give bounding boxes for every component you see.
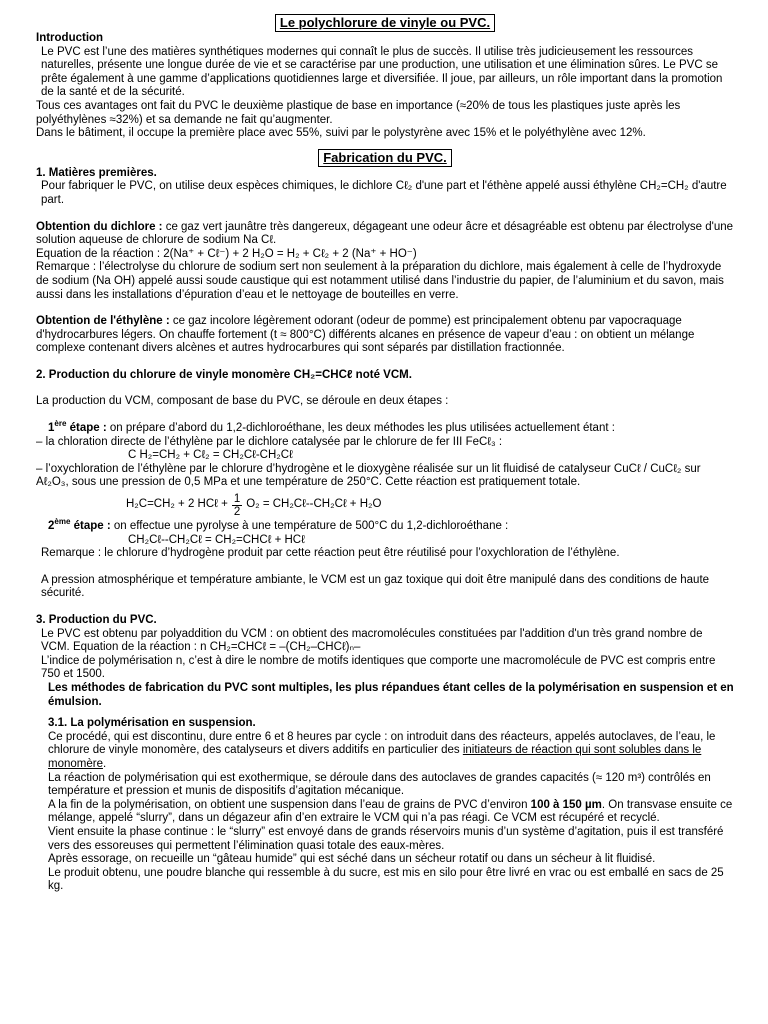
fraction-numerator: 1 (233, 492, 241, 505)
section-2-intro: La production du VCM, composant de base du PVC, se déroule en deux étapes : (36, 395, 449, 408)
subsection-3-1-heading: 3.1. La polymérisation en suspension. (48, 717, 256, 730)
ethylene-paragraph (36, 315, 734, 356)
etape-1-sup: ère (54, 419, 67, 429)
intro-paragraph-1: Le PVC est l’une des matières synthétiques modernes qui connaît le plus de succès. Il utilise très judicieusement les ressources naturelles, présente une longue durée de vie et se caractérise par une production, une utilisation et une élimination sûres. Le PVC se prête également à une gamme d’applications quotidiennes large et diversifiée. Il joue, par ailleurs, un rôle important dans la promotion de la santé et de la sécurité. (41, 45, 723, 99)
dichlore-equation: Equation de la réaction : 2(Na⁺ + Cℓ⁻) + 2 H₂O = H₂ + Cℓ₂ + 2 (Na⁺ + HO⁻) (36, 247, 417, 260)
chloration-text: – la chloration directe de l’éthylène par le dichlore catalysée par le chlorure de fer III FeCℓ₃ : (36, 435, 503, 448)
ethylene-label: Obtention de l'éthylène : (36, 315, 170, 328)
suspension-paragraph-2: La réaction de polymérisation qui est exothermique, se déroule dans des autoclaves de grandes capacités (≈ 120 m³) contrôlés en température et pression et munis de dispositifs d’agitation mécanique. (48, 771, 711, 798)
suspension-paragraph-6: Le produit obtenu, une poudre blanche qui ressemble à du sucre, est mis en silo pour être livré en vrac ou est emballé en sacs de 25 kg. (48, 866, 724, 893)
section-2-pression: A pression atmosphérique et température ambiante, le VCM est un gaz toxique qui doit être manipulé dans des conditions de haute sécurité. (41, 573, 710, 600)
suspension-paragraph-1 (36, 731, 734, 772)
fraction-denominator: 2 (233, 505, 241, 518)
suspension-paragraph-4: Vient ensuite la phase continue : le “slurry” est envoyé dans de grands réservoirs munis d’un système d’agitation, puis il est transféré vers des essoreuses qui permettent l’élimination quasi totale des eaux-mères. (48, 825, 724, 852)
equation-oxychloration (36, 490, 734, 520)
etape-1 (36, 419, 734, 436)
oxychloration-text: – l’oxychloration de l’éthylène par le chlorure d’hydrogène et le dioxygène réalisée sur un lit fluidisé de catalyseur CuCℓ / CuCℓ₂ sur Aℓ₂O₃, sous une pression de 0,5 MPa et une température de 250°C. Cette réaction est pratiquement totale. (36, 462, 701, 489)
section-2-remarque: Remarque : le chlorure d’hydrogène produit par cette réaction peut être réutilisé pour l’oxychloration de l’éthylène. (41, 547, 620, 560)
intro-paragraph-2: Tous ces avantages ont fait du PVC le deuxième plastique de base en importance (≈20% de tous les plastiques juste après les polyéthylènes ≈32%) et sa demande ne fait qu’augmenter. (36, 99, 681, 126)
dichlore-label: Obtention du dichlore : (36, 220, 163, 233)
suspension-p1-text: Ce procédé, qui est discontinu, dure entre 6 et 8 heures par cycle : on introduit dans des réacteurs, appelés autoclaves, de l’eau, le chlorure de vinyle monomère, des catalyseurs et divers additifs en particulier des (48, 730, 716, 757)
etape-2-text: on effectue une pyrolyse à une température de 500°C du 1,2-dichloroéthane : (110, 520, 509, 533)
suspension-paragraph-5: Après essorage, on recueille un “gâteau humide” qui est séché dans un sécheur rotatif ou dans un sécheur à lit fluidisé. (48, 853, 656, 866)
etape-1-number: 1 (48, 422, 55, 435)
fraction-one-half (232, 493, 242, 518)
suspension-p3-a: A la fin de la polymérisation, on obtient une suspension dans l’eau de grains de PVC d’environ (48, 798, 531, 811)
etape-2 (36, 517, 734, 534)
section-title-fabrication: Fabrication du PVC. (318, 149, 452, 167)
suspension-p1-end: . (102, 757, 107, 770)
equation-chloration: C H₂=CH₂ + Cℓ₂ = CH₂Cℓ-CH₂Cℓ (128, 449, 293, 462)
section-3-paragraph-2: L’indice de polymérisation n, c’est à dire le nombre de motifs identiques que comporte une macromolécule de PVC est compris entre 750 et 1500. (41, 654, 716, 681)
suspension-paragraph-3 (36, 799, 734, 826)
etape-1-label: étape : (66, 422, 107, 435)
etape-2-sup: ème (54, 517, 71, 527)
suspension-p3-size: 100 à 150 µm (530, 798, 602, 811)
suspension-p3-c: . On transvase ensuite ce mélange, appelé “slurry”, dans un dégazeur afin d’en extraire le VCM qui n’a pas réagi. Ce VCM est récupéré et recyclé. (48, 798, 733, 825)
dichlore-text: ce gaz vert jaunâtre très dangereux, dégageant une odeur âcre et désagréable est obtenu par électrolyse d'une solution aqueuse de chlorure de sodium Na Cℓ. (36, 220, 734, 247)
section-2-heading: 2. Production du chlorure de vinyle monomère CH₂=CHCℓ noté VCM. (36, 368, 412, 381)
section-1-heading: 1. Matières premières. (36, 166, 157, 179)
eq2-right: O₂ = CH₂Cℓ--CH₂Cℓ + H₂O (246, 498, 382, 511)
dichlore-remarque: Remarque : l’électrolyse du chlorure de sodium sert non seulement à la préparation du dichlore, mais également à celle de l’hydroxyde de sodium (Na OH) appelé aussi soude caustique qui est notamment utilisé dans l’industrie du papier, de l’aluminium et du savon, mais aussi dans les installations d’épuration d’eau et le nettoyage de bouteilles en verre. (36, 261, 724, 301)
dichlore-paragraph (36, 221, 734, 248)
section-3-methods: Les méthodes de fabrication du PVC sont multiples, les plus répandues étant celles de la polymérisation en suspension et en émulsion. (48, 681, 734, 708)
section-1-paragraph: Pour fabriquer le PVC, on utilise deux espèces chimiques, le dichlore Cℓ₂ d'une part et l'éthène appelé aussi éthylène CH₂=CH₂ d'autre part. (41, 180, 727, 206)
section-3-paragraph-1: Le PVC est obtenu par polyaddition du VCM : on obtient des macromolécules constituées par l'addition d'un très grand nombre de VCM. Equation de la réaction : n CH₂=CHCℓ = –(CH₂–CHCℓ)ₙ– (41, 627, 703, 654)
suspension-p1-underlined: initiateurs de réaction qui sont solubles dans le monomère (48, 744, 702, 770)
etape-2-label: étape : (70, 520, 111, 533)
eq2-left: H₂C=CH₂ + 2 HCℓ + (126, 498, 228, 511)
intro-heading: Introduction (36, 32, 104, 44)
etape-2-number: 2 (48, 520, 55, 533)
etape-1-text: on prépare d’abord du 1,2-dichloroéthane, les deux méthodes les plus utilisées actuellement étant : (106, 422, 615, 435)
section-3-heading: 3. Production du PVC. (36, 614, 157, 626)
intro-paragraph-3: Dans le bâtiment, il occupe la première place avec 55%, suivi par le polystyrène avec 15% et le polyéthylène avec 12%. (36, 127, 646, 140)
main-title: Le polychlorure de vinyle ou PVC. (275, 14, 495, 32)
ethylene-text: ce gaz incolore légèrement odorant (odeur de pomme) est principalement obtenu par vapocraquage d'hydrocarbures légers. On chauffe fortement (t ≈ 800°C) différents alcanes en présence de vapeur d’eau : on obtient un mélange complexe contenant divers alcènes et autres hydrocarbures qui sont séparés par distillation fractionnée. (36, 315, 695, 355)
equation-pyrolyse: CH₂Cℓ--CH₂Cℓ = CH₂=CHCℓ + HCℓ (128, 533, 305, 546)
